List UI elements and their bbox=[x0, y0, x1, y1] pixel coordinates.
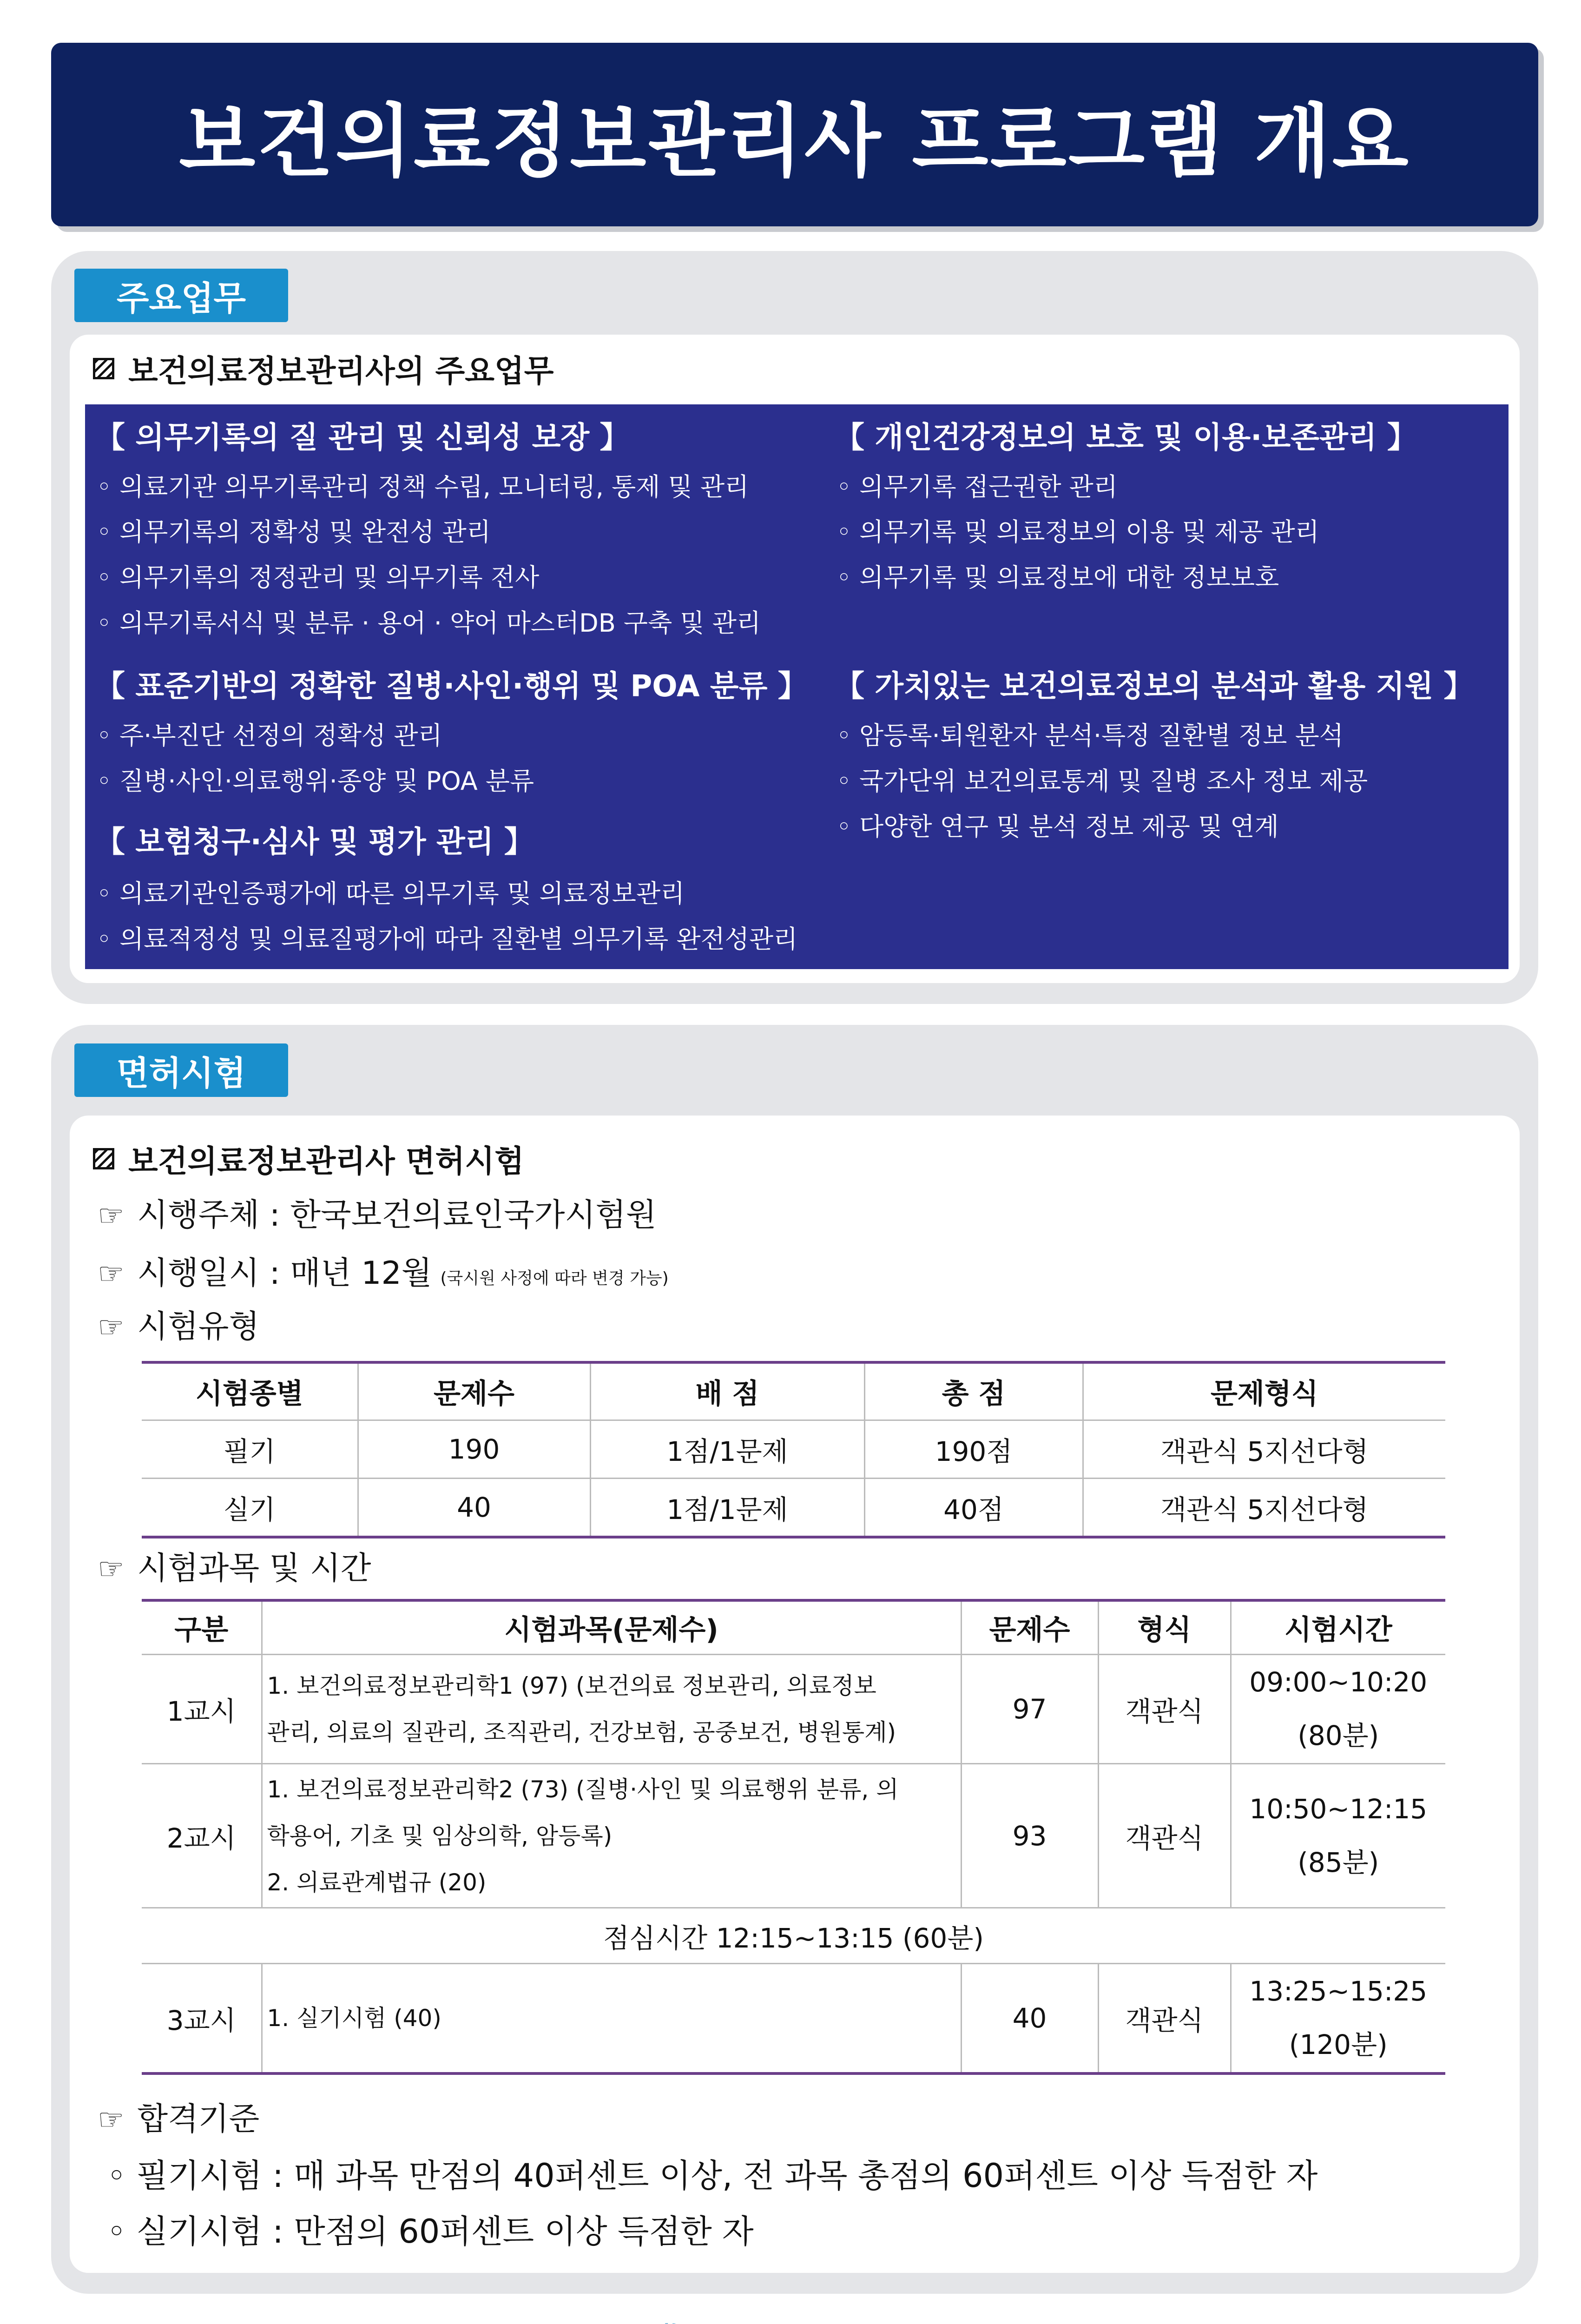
table-header: 시험종별 bbox=[142, 1362, 358, 1420]
table-header: 문제수 bbox=[358, 1362, 590, 1420]
time-range: 13:25~15:25 bbox=[1249, 1975, 1428, 2007]
time-duration: (85분) bbox=[1298, 1846, 1379, 1878]
count-cell: 97 bbox=[961, 1655, 1098, 1764]
table-cell: 실기 bbox=[142, 1479, 358, 1538]
page-title: 보건의료정보관리사 프로그램 개요 bbox=[179, 96, 1410, 188]
lunch-row bbox=[142, 1908, 1445, 1964]
table-header: 배 점 bbox=[590, 1362, 864, 1420]
period-cell: 2교시 bbox=[142, 1764, 262, 1908]
hatched-box-icon bbox=[93, 1148, 114, 1169]
subject-line: 관리, 의료의 질관리, 조직관리, 건강보험, 공중보건, 병원통계) bbox=[267, 1719, 896, 1746]
table-header: 구분 bbox=[142, 1600, 262, 1655]
duty-item: ◦ 질병·사인·의료행위·종양 및 POA 분류 bbox=[97, 766, 534, 796]
duty-group-title: 【 의무기록의 질 관리 및 신뢰성 보장 】 bbox=[95, 421, 630, 455]
duty-item: ◦ 의무기록서식 및 분류 · 용어 · 약어 마스터DB 구축 및 관리 bbox=[97, 608, 761, 638]
duty-group-title: 【 가치있는 보건의료정보의 분석과 활용 지원 】 bbox=[835, 669, 1474, 704]
exam-heading bbox=[93, 1136, 524, 1181]
time-cell bbox=[1231, 1964, 1445, 2074]
table-cell: 1점/1문제 bbox=[590, 1479, 864, 1538]
exam-schedule-text: 시행일시 : 매년 12월 bbox=[137, 1255, 432, 1292]
subject-line: 1. 실기시험 (40) bbox=[267, 2005, 441, 2032]
format-cell: 객관식 bbox=[1098, 1655, 1231, 1764]
subject-cell bbox=[262, 1655, 961, 1764]
duties-box bbox=[85, 404, 1509, 969]
time-duration: (80분) bbox=[1298, 1720, 1379, 1751]
table-header: 문제수 bbox=[961, 1600, 1098, 1655]
pointing-hand-icon: ☞ bbox=[98, 2103, 125, 2137]
exam-subject-title bbox=[98, 1543, 371, 1588]
duty-item: ◦ 의무기록 및 의료정보의 이용 및 제공 관리 bbox=[837, 517, 1319, 547]
subject-cell bbox=[262, 1764, 961, 1908]
duty-item: ◦ 의무기록의 정정관리 및 의무기록 전사 bbox=[97, 563, 540, 592]
exam-organizer-text: 시행주체 : 한국보건의료인국가시험원 bbox=[137, 1197, 657, 1234]
duty-item: ◦ 국가단위 보건의료통계 및 질병 조사 정보 제공 bbox=[837, 766, 1368, 796]
table-row bbox=[142, 1964, 1445, 2074]
table-cell: 객관식 5지선다형 bbox=[1083, 1420, 1445, 1479]
table-cell: 객관식 5지선다형 bbox=[1083, 1479, 1445, 1538]
time-range: 09:00~10:20 bbox=[1249, 1666, 1428, 1698]
polytech-emblem-icon bbox=[623, 2317, 716, 2324]
table-cell: 190점 bbox=[864, 1420, 1083, 1479]
period-cell: 3교시 bbox=[142, 1964, 262, 2074]
duty-group-title: 【 보험청구·심사 및 평가 관리 】 bbox=[95, 825, 534, 859]
exam-pass-title bbox=[98, 2094, 259, 2139]
table-row bbox=[142, 1764, 1445, 1908]
table-cell: 필기 bbox=[142, 1420, 358, 1479]
duty-item: ◦ 의료기관 의무기록관리 정책 수립, 모니터링, 통제 및 관리 bbox=[97, 472, 749, 502]
table-cell: 190 bbox=[358, 1420, 590, 1479]
table-header: 형식 bbox=[1098, 1600, 1231, 1655]
subject-line: 1. 보건의료정보관리학1 (97) (보건의료 정보관리, 의료정보 bbox=[267, 1672, 876, 1699]
exam-type-table bbox=[142, 1361, 1445, 1538]
table-header: 문제형식 bbox=[1083, 1362, 1445, 1420]
table-cell: 1점/1문제 bbox=[590, 1420, 864, 1479]
table-header: 총 점 bbox=[864, 1362, 1083, 1420]
time-cell bbox=[1231, 1764, 1445, 1908]
exam-subject-table bbox=[142, 1599, 1445, 2075]
exam-section-label: 면허시험 bbox=[74, 1043, 288, 1097]
hatched-box-icon bbox=[93, 358, 114, 379]
period-cell: 1교시 bbox=[142, 1655, 262, 1764]
duties-heading-text: 보건의료정보관리사의 주요업무 bbox=[128, 353, 554, 389]
time-cell bbox=[1231, 1655, 1445, 1764]
duty-group-title: 【 표준기반의 정확한 질병·사인·행위 및 POA 분류 】 bbox=[95, 669, 808, 704]
duty-item: ◦ 의무기록 접근권한 관리 bbox=[837, 472, 1118, 502]
duty-item: ◦ 의무기록의 정확성 및 완전성 관리 bbox=[97, 517, 491, 547]
duty-item: ◦ 의료기관인증평가에 따른 의무기록 및 의료정보관리 bbox=[97, 879, 685, 908]
title-bar bbox=[51, 43, 1538, 226]
duty-item: ◦ 다양한 연구 및 분석 정보 제공 및 연계 bbox=[837, 812, 1279, 841]
duty-item: ◦ 의료적정성 및 의료질평가에 따라 질환별 의무기록 완전성관리 bbox=[97, 924, 798, 954]
table-row bbox=[142, 1420, 1445, 1479]
exam-organizer bbox=[98, 1190, 657, 1235]
count-cell: 40 bbox=[961, 1964, 1098, 2074]
exam-type-title-text: 시험유형 bbox=[137, 1308, 260, 1345]
duty-item: ◦ 주·부진단 선정의 정확성 관리 bbox=[97, 721, 442, 750]
duty-item: ◦ 암등록·퇴원환자 분석·특정 질환별 정보 분석 bbox=[837, 721, 1344, 750]
format-cell: 객관식 bbox=[1098, 1964, 1231, 2074]
duties-section-label: 주요업무 bbox=[74, 269, 288, 322]
pointing-hand-icon: ☞ bbox=[98, 1257, 125, 1291]
exam-subject-title-text: 시험과목 및 시간 bbox=[137, 1550, 371, 1587]
table-row bbox=[142, 1655, 1445, 1764]
duty-group-title: 【 개인건강정보의 보호 및 이용·보존관리 】 bbox=[835, 421, 1417, 455]
subject-line: 2. 의료관계법규 (20) bbox=[267, 1868, 487, 1896]
time-range: 10:50~12:15 bbox=[1249, 1793, 1428, 1825]
subject-cell bbox=[262, 1964, 961, 2074]
pointing-hand-icon: ☞ bbox=[98, 1552, 125, 1586]
table-header-row bbox=[142, 1600, 1445, 1655]
subject-line: 학용어, 기초 및 임상의학, 암등록) bbox=[267, 1822, 613, 1849]
count-cell: 93 bbox=[961, 1764, 1098, 1908]
exam-type-title bbox=[98, 1301, 259, 1347]
duties-heading bbox=[93, 346, 554, 390]
duty-item: ◦ 의무기록 및 의료정보에 대한 정보보호 bbox=[837, 563, 1279, 592]
table-cell: 40 bbox=[358, 1479, 590, 1538]
table-cell: 40점 bbox=[864, 1479, 1083, 1538]
table-header-row bbox=[142, 1362, 1445, 1420]
table-header: 시험과목(문제수) bbox=[262, 1600, 961, 1655]
exam-schedule bbox=[98, 1248, 669, 1293]
exam-heading-text: 보건의료정보관리사 면허시험 bbox=[128, 1143, 524, 1179]
exam-pass-title-text: 합격기준 bbox=[137, 2101, 260, 2138]
polytech-logo bbox=[623, 2317, 995, 2324]
table-row bbox=[142, 1479, 1445, 1538]
pointing-hand-icon: ☞ bbox=[98, 1310, 125, 1345]
time-duration: (120분) bbox=[1289, 2029, 1388, 2060]
lunch-cell: 점심시간 12:15~13:15 (60분) bbox=[142, 1908, 1445, 1964]
pass-criterion: ◦ 필기시험 : 매 과목 만점의 40퍼센트 이상, 전 과목 총점의 60퍼센트 이상 득점한 자 bbox=[107, 2157, 1318, 2195]
table-header: 시험시간 bbox=[1231, 1600, 1445, 1655]
pass-criterion: ◦ 실기시험 : 만점의 60퍼센트 이상 득점한 자 bbox=[107, 2212, 754, 2251]
exam-schedule-note: (국시원 사정에 따라 변경 가능) bbox=[440, 1269, 669, 1288]
format-cell: 객관식 bbox=[1098, 1764, 1231, 1908]
pointing-hand-icon: ☞ bbox=[98, 1199, 125, 1233]
subject-line: 1. 보건의료정보관리학2 (73) (질병·사인 및 의료행위 분류, 의 bbox=[267, 1776, 899, 1803]
